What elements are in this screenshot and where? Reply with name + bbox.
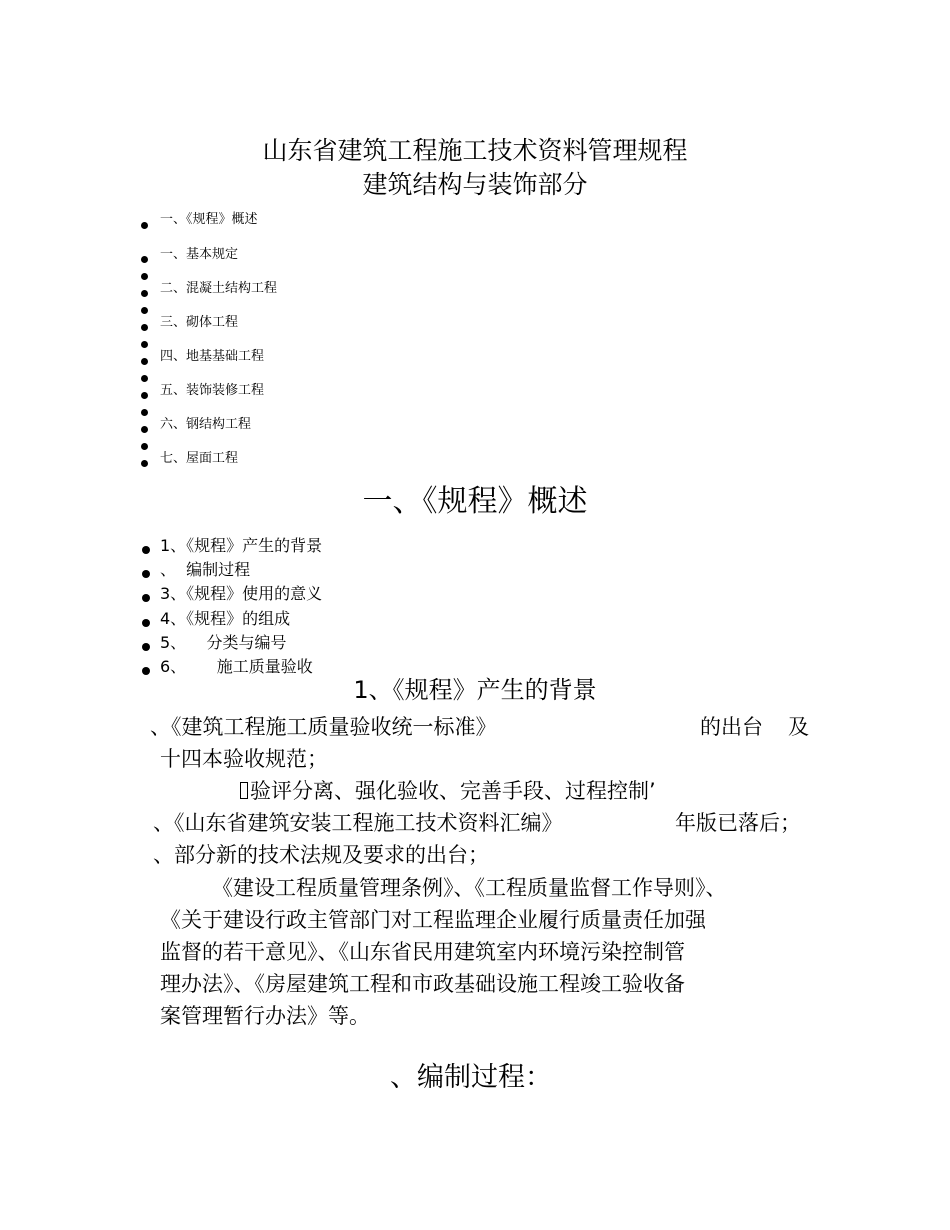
toc-item[interactable]: 三、砌体工程 [160,315,239,330]
text-line: 十四本验收规范； [160,747,328,771]
bullet-icon [141,375,148,382]
text-line: 及 [788,715,809,739]
toc-item[interactable]: 二、混凝土结构工程 [160,281,278,296]
bullet-icon [141,307,148,314]
bullet-icon [141,341,148,348]
text-line: 《关于建设行政主管部门对工程监理企业履行质量责任加强 [160,908,706,932]
text-line: 《建设工程质量管理条例》、《工程质量监督工作导则》、 [212,876,727,900]
text-line: 、《山东省建筑安装工程施工技术资料汇编》 [153,811,563,835]
bullet-icon [141,324,148,331]
section-heading: 一、《规程》概述 [362,484,588,519]
bullet-icon [142,546,150,554]
document-subtitle: 建筑结构与装饰部分 [362,170,588,199]
bullet-icon [142,570,150,578]
toc-item[interactable]: 六、钢结构工程 [160,417,252,432]
text-line: 年版已落后； [675,811,801,835]
text-line: 案管理暂行办法》等。 [160,1004,370,1028]
bullet-icon [141,460,148,467]
toc-item[interactable]: 一、基本规定 [160,247,239,262]
list-item: 6、 施工质量验收 [160,657,313,676]
bullet-icon [141,409,148,416]
bullet-icon [141,222,148,229]
toc-item[interactable]: 七、屋面工程 [160,451,239,466]
text-line: 、《建筑工程施工质量验收统一标准》 [150,715,497,739]
bullet-icon [141,273,148,280]
text-line: 验评分离、强化验收、完善手段、过程控制’ [250,779,656,803]
text-line: 、部分新的技术法规及要求的出台； [153,843,489,867]
bullet-icon [142,619,150,627]
subsection-heading: 1、《规程》产生的背景 [353,676,597,704]
missing-glyph-icon [240,782,248,799]
list-item: 3、《规程》使用的意义 [160,584,323,603]
bullet-icon [141,358,148,365]
list-item: 、 编制过程 [160,560,251,579]
list-item: 4、《规程》的组成 [160,609,291,628]
toc-item[interactable]: 四、地基基础工程 [160,349,265,364]
bullet-icon [141,426,148,433]
bullet-icon [141,256,148,263]
text-line: 理办法》、《房屋建筑工程和市政基础设施工程竣工验收备 [160,972,685,996]
bullet-icon [141,443,148,450]
subsection-heading: 、编制过程： [390,1062,552,1093]
bullet-icon [141,290,148,297]
toc-item[interactable]: 一、《规程》概述 [160,212,258,227]
document-title: 山东省建筑工程施工技术资料管理规程 [262,136,688,165]
list-item: 5、 分类与编号 [160,633,287,652]
text-line: 的出台 [700,715,763,739]
bullet-icon [142,643,150,651]
bullet-icon [141,392,148,399]
text-line: 监督的若干意见》、《山东省民用建筑室内环境污染控制管 [160,940,685,964]
toc-item[interactable]: 五、装饰装修工程 [160,383,265,398]
bullet-icon [142,594,150,602]
list-item: 1、《规程》产生的背景 [160,536,323,555]
